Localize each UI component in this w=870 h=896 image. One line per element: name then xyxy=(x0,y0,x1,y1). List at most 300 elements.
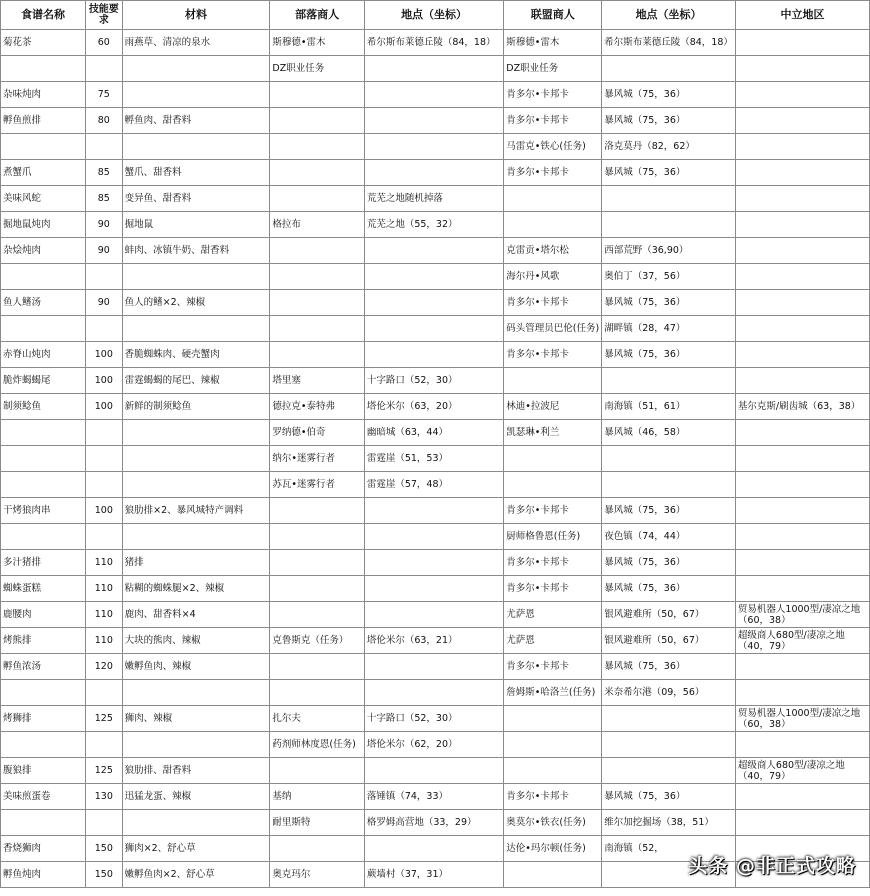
table-row xyxy=(1,602,870,628)
table-row xyxy=(1,550,870,576)
cell-materials xyxy=(122,446,270,472)
cell-alliance-location: 奥伯丁（37，56） xyxy=(602,264,736,290)
cell-skill: 85 xyxy=(85,186,122,212)
cell-horde-vendor: 苏瓦•迷雾行者 xyxy=(270,472,364,498)
cell-alliance-vendor: 斯穆德•雷木 xyxy=(504,30,602,56)
cell-neutral-area xyxy=(735,316,869,342)
cell-recipe-name xyxy=(1,810,86,836)
cell-skill: 60 xyxy=(85,30,122,56)
cell-materials: 掘地鼠 xyxy=(122,212,270,238)
table-row xyxy=(1,160,870,186)
cell-alliance-vendor: 肯多尔•卡邦卡 xyxy=(504,108,602,134)
cell-horde-location xyxy=(364,602,503,628)
cell-recipe-name xyxy=(1,680,86,706)
cell-horde-vendor xyxy=(270,654,364,680)
cell-alliance-location: 洛克莫丹（82，62） xyxy=(602,134,736,160)
cell-recipe-name: 掘地鼠炖肉 xyxy=(1,212,86,238)
cell-horde-vendor: DZ职业任务 xyxy=(270,56,364,82)
cell-materials: 迅猛龙蛋、辣椒 xyxy=(122,784,270,810)
cell-alliance-vendor: 肯多尔•卡邦卡 xyxy=(504,82,602,108)
cell-alliance-location xyxy=(602,706,736,732)
cell-horde-location xyxy=(364,576,503,602)
cell-skill: 90 xyxy=(85,238,122,264)
cell-alliance-vendor: 克雷贡•塔尔松 xyxy=(504,238,602,264)
cell-materials xyxy=(122,472,270,498)
cell-alliance-location: 湖畔镇（28，47） xyxy=(602,316,736,342)
cell-horde-vendor xyxy=(270,680,364,706)
cell-alliance-vendor: 海尔丹•风歌 xyxy=(504,264,602,290)
cell-neutral-area xyxy=(735,56,869,82)
cell-alliance-location: 暴风城（46，58） xyxy=(602,420,736,446)
cell-skill xyxy=(85,446,122,472)
cell-neutral-area: 基尔克斯/刷齿城（63，38） xyxy=(735,394,869,420)
cell-neutral-area xyxy=(735,420,869,446)
cell-skill: 100 xyxy=(85,342,122,368)
cell-alliance-vendor xyxy=(504,732,602,758)
cell-alliance-location: 南海镇（51，61） xyxy=(602,394,736,420)
cell-alliance-vendor: 肯多尔•卡邦卡 xyxy=(504,160,602,186)
table-row xyxy=(1,56,870,82)
cell-recipe-name xyxy=(1,420,86,446)
cell-materials xyxy=(122,810,270,836)
table-row xyxy=(1,342,870,368)
cell-neutral-area xyxy=(735,680,869,706)
cell-alliance-location: 暴风城（75，36） xyxy=(602,160,736,186)
table-row xyxy=(1,368,870,394)
cell-recipe-name xyxy=(1,134,86,160)
cell-horde-location xyxy=(364,654,503,680)
cell-materials: 狼肋排×2、暴风城特产调料 xyxy=(122,498,270,524)
cell-skill: 100 xyxy=(85,394,122,420)
cell-alliance-vendor: DZ职业任务 xyxy=(504,56,602,82)
cell-horde-vendor: 扎尔夫 xyxy=(270,706,364,732)
cell-alliance-vendor: 肯多尔•卡邦卡 xyxy=(504,576,602,602)
cell-materials xyxy=(122,732,270,758)
cell-recipe-name xyxy=(1,56,86,82)
cell-skill: 150 xyxy=(85,862,122,888)
cell-horde-location: 格罗姆高营地（33，29） xyxy=(364,810,503,836)
cell-horde-location: 荒芜之地（55，32） xyxy=(364,212,503,238)
cell-materials xyxy=(122,82,270,108)
cell-alliance-location: 暴风城（75，36） xyxy=(602,108,736,134)
cell-horde-location: 雷霆崖（51，53） xyxy=(364,446,503,472)
cell-neutral-area xyxy=(735,368,869,394)
cell-recipe-name: 烤熊排 xyxy=(1,628,86,654)
cell-alliance-location: 维尔加挖掘场（38，51） xyxy=(602,810,736,836)
table-row xyxy=(1,472,870,498)
cell-horde-vendor xyxy=(270,290,364,316)
cell-alliance-location: 暴风城（75，36） xyxy=(602,82,736,108)
cell-materials: 大块的熊肉、辣椒 xyxy=(122,628,270,654)
cell-alliance-vendor: 詹姆斯•哈洛兰(任务) xyxy=(504,680,602,706)
cell-horde-vendor xyxy=(270,316,364,342)
cell-skill xyxy=(85,264,122,290)
header-recipe-name: 食谱名称 xyxy=(1,1,86,30)
table-row xyxy=(1,628,870,654)
cell-neutral-area xyxy=(735,238,869,264)
cell-alliance-location xyxy=(602,472,736,498)
cell-horde-vendor xyxy=(270,342,364,368)
cell-materials: 雷霆蝎蝎的尾巴、辣椒 xyxy=(122,368,270,394)
cell-recipe-name: 腹狼排 xyxy=(1,758,86,784)
cell-horde-location: 幽暗城（63，44） xyxy=(364,420,503,446)
cell-neutral-area xyxy=(735,342,869,368)
cell-alliance-vendor: 达伦•玛尔顿(任务) xyxy=(504,836,602,862)
cell-skill: 125 xyxy=(85,758,122,784)
cell-skill xyxy=(85,134,122,160)
cell-skill: 85 xyxy=(85,160,122,186)
cell-recipe-name: 孵鱼煎排 xyxy=(1,108,86,134)
cell-materials: 嫩孵鱼肉、辣椒 xyxy=(122,654,270,680)
cell-alliance-location: 暴风城（75，36） xyxy=(602,290,736,316)
cell-neutral-area xyxy=(735,446,869,472)
table-row xyxy=(1,30,870,56)
cell-materials: 狼肋排、甜香料 xyxy=(122,758,270,784)
cell-neutral-area xyxy=(735,186,869,212)
cell-alliance-location: 暴风城（75，36） xyxy=(602,654,736,680)
cell-neutral-area xyxy=(735,810,869,836)
cell-materials: 猪排 xyxy=(122,550,270,576)
cell-alliance-location: 西部荒野（36,90） xyxy=(602,238,736,264)
table-row xyxy=(1,316,870,342)
cell-materials: 孵鱼肉、甜香料 xyxy=(122,108,270,134)
cell-horde-vendor xyxy=(270,134,364,160)
cell-neutral-area xyxy=(735,472,869,498)
cell-alliance-vendor xyxy=(504,368,602,394)
cell-alliance-vendor: 码头管理员巴伦(任务) xyxy=(504,316,602,342)
cell-alliance-location: 银风避难所（50，67） xyxy=(602,628,736,654)
cell-alliance-location: 暴风城（75，36） xyxy=(602,550,736,576)
cell-materials xyxy=(122,264,270,290)
table-row xyxy=(1,758,870,784)
cell-materials xyxy=(122,680,270,706)
cell-skill xyxy=(85,316,122,342)
cell-alliance-vendor xyxy=(504,862,602,888)
cell-alliance-vendor: 奥莫尔•铁衣(任务) xyxy=(504,810,602,836)
cell-horde-location: 塔伦米尔（63，21） xyxy=(364,628,503,654)
cell-horde-location xyxy=(364,160,503,186)
cell-skill xyxy=(85,420,122,446)
cell-skill: 80 xyxy=(85,108,122,134)
cell-horde-vendor: 德拉克•泰特弗 xyxy=(270,394,364,420)
cell-alliance-location xyxy=(602,758,736,784)
cell-horde-location: 荒芜之地随机掉落 xyxy=(364,186,503,212)
cell-horde-location xyxy=(364,134,503,160)
cell-recipe-name: 干烤狼肉串 xyxy=(1,498,86,524)
cell-recipe-name: 美味风蛇 xyxy=(1,186,86,212)
cell-alliance-location xyxy=(602,186,736,212)
cell-materials: 嫩孵鱼肉×2、舒心草 xyxy=(122,862,270,888)
cell-neutral-area: 超级商人680型/凄凉之地（40，79） xyxy=(735,628,869,654)
cell-neutral-area xyxy=(735,550,869,576)
cell-skill: 90 xyxy=(85,212,122,238)
cell-neutral-area xyxy=(735,264,869,290)
table-row xyxy=(1,784,870,810)
cell-horde-vendor xyxy=(270,498,364,524)
cell-materials: 蟹爪、甜香料 xyxy=(122,160,270,186)
cell-recipe-name xyxy=(1,264,86,290)
cell-recipe-name: 美味煎蛋卷 xyxy=(1,784,86,810)
cell-horde-vendor xyxy=(270,186,364,212)
cell-horde-vendor: 耐里斯特 xyxy=(270,810,364,836)
cell-horde-vendor: 纳尔•迷雾行者 xyxy=(270,446,364,472)
cell-skill: 100 xyxy=(85,498,122,524)
cell-neutral-area xyxy=(735,524,869,550)
cell-horde-location xyxy=(364,836,503,862)
watermark: 头条 @非正式攻略 xyxy=(688,855,856,877)
cell-horde-vendor xyxy=(270,82,364,108)
cell-alliance-vendor: 马雷克•铁心(任务) xyxy=(504,134,602,160)
table-row xyxy=(1,394,870,420)
cell-neutral-area: 超级商人680型/凄凉之地（40，79） xyxy=(735,758,869,784)
table-row xyxy=(1,238,870,264)
cell-horde-location xyxy=(364,498,503,524)
cell-materials: 香脆蜘蛛肉、硬壳蟹肉 xyxy=(122,342,270,368)
cell-recipe-name: 赤脊山炖肉 xyxy=(1,342,86,368)
cell-recipe-name xyxy=(1,446,86,472)
table-row xyxy=(1,706,870,732)
cell-horde-location: 希尔斯布莱德丘陵（84，18） xyxy=(364,30,503,56)
cell-skill: 150 xyxy=(85,836,122,862)
cell-horde-vendor: 斯穆德•雷木 xyxy=(270,30,364,56)
cell-alliance-location: 银风避难所（50，67） xyxy=(602,602,736,628)
cell-horde-vendor: 罗纳德•伯奇 xyxy=(270,420,364,446)
cell-alliance-vendor xyxy=(504,472,602,498)
cell-skill xyxy=(85,680,122,706)
cell-horde-location xyxy=(364,264,503,290)
cell-alliance-vendor: 林迪•拉波尼 xyxy=(504,394,602,420)
cell-recipe-name: 孵鱼浓汤 xyxy=(1,654,86,680)
cell-neutral-area xyxy=(735,160,869,186)
cell-skill xyxy=(85,810,122,836)
cell-recipe-name xyxy=(1,316,86,342)
cell-horde-location xyxy=(364,316,503,342)
cell-skill xyxy=(85,732,122,758)
cell-horde-vendor xyxy=(270,264,364,290)
header-neutral-area: 中立地区 xyxy=(735,1,869,30)
table-row xyxy=(1,680,870,706)
cell-skill xyxy=(85,56,122,82)
header-horde-location: 地点（坐标） xyxy=(364,1,503,30)
header-row xyxy=(1,1,870,30)
cell-alliance-vendor xyxy=(504,758,602,784)
cell-alliance-location: 米奈希尔港（09，56） xyxy=(602,680,736,706)
cell-alliance-vendor: 肯多尔•卡邦卡 xyxy=(504,654,602,680)
cell-recipe-name: 煮蟹爪 xyxy=(1,160,86,186)
cell-recipe-name: 烤狮排 xyxy=(1,706,86,732)
table-row xyxy=(1,264,870,290)
cell-neutral-area xyxy=(735,134,869,160)
cell-horde-location: 雷霆崖（57，48） xyxy=(364,472,503,498)
cell-horde-location xyxy=(364,82,503,108)
cell-neutral-area xyxy=(735,30,869,56)
cell-recipe-name xyxy=(1,524,86,550)
cell-skill: 110 xyxy=(85,576,122,602)
table-row xyxy=(1,186,870,212)
cell-materials xyxy=(122,316,270,342)
cell-recipe-name: 脆炸蝎蝎尾 xyxy=(1,368,86,394)
cell-horde-vendor xyxy=(270,576,364,602)
header-alliance-vendor: 联盟商人 xyxy=(504,1,602,30)
table-row xyxy=(1,576,870,602)
cell-horde-vendor xyxy=(270,108,364,134)
cell-horde-location: 落锤镇（74，33） xyxy=(364,784,503,810)
table-row xyxy=(1,810,870,836)
cell-skill: 75 xyxy=(85,82,122,108)
table-row xyxy=(1,108,870,134)
cell-alliance-location xyxy=(602,732,736,758)
cell-horde-location: 十字路口（52，30） xyxy=(364,368,503,394)
cell-horde-location: 十字路口（52，30） xyxy=(364,706,503,732)
cell-horde-location: 蕨墙村（37，31） xyxy=(364,862,503,888)
table-row xyxy=(1,446,870,472)
cell-alliance-vendor: 凯瑟琳•利兰 xyxy=(504,420,602,446)
header-horde-vendor: 部落商人 xyxy=(270,1,364,30)
cell-skill: 120 xyxy=(85,654,122,680)
cell-alliance-location xyxy=(602,212,736,238)
cell-materials xyxy=(122,134,270,160)
cell-recipe-name: 孵鱼炖肉 xyxy=(1,862,86,888)
table-row xyxy=(1,420,870,446)
cell-horde-vendor xyxy=(270,836,364,862)
cell-horde-vendor xyxy=(270,758,364,784)
cell-neutral-area xyxy=(735,654,869,680)
cell-recipe-name xyxy=(1,732,86,758)
cell-horde-location xyxy=(364,108,503,134)
cell-neutral-area xyxy=(735,108,869,134)
table-row xyxy=(1,82,870,108)
cell-skill: 130 xyxy=(85,784,122,810)
cell-alliance-location xyxy=(602,368,736,394)
cell-alliance-vendor: 尤萨恩 xyxy=(504,602,602,628)
cell-neutral-area xyxy=(735,784,869,810)
cell-horde-location xyxy=(364,56,503,82)
cell-horde-vendor: 塔里塞 xyxy=(270,368,364,394)
cell-alliance-location: 南海镇（52， xyxy=(602,836,736,862)
cell-horde-vendor: 奥克玛尔 xyxy=(270,862,364,888)
cell-alliance-vendor: 尤萨恩 xyxy=(504,628,602,654)
cell-recipe-name: 菊花茶 xyxy=(1,30,86,56)
cell-neutral-area xyxy=(735,576,869,602)
cell-skill: 110 xyxy=(85,602,122,628)
cell-horde-vendor xyxy=(270,238,364,264)
cell-neutral-area xyxy=(735,212,869,238)
cell-recipe-name: 杂味炖肉 xyxy=(1,82,86,108)
header-skill-requirement: 技能要求 xyxy=(85,1,122,30)
cell-horde-location: 塔伦米尔（62，20） xyxy=(364,732,503,758)
cell-alliance-vendor: 肯多尔•卡邦卡 xyxy=(504,784,602,810)
cell-materials: 鹿肉、甜香料×4 xyxy=(122,602,270,628)
cell-horde-location xyxy=(364,550,503,576)
cell-horde-location xyxy=(364,238,503,264)
cell-recipe-name: 鹿腰肉 xyxy=(1,602,86,628)
cell-alliance-location: 暴风城（75，36） xyxy=(602,784,736,810)
cell-recipe-name: 香烧狮肉 xyxy=(1,836,86,862)
cell-alliance-vendor xyxy=(504,186,602,212)
cell-alliance-vendor: 厨师格鲁恩(任务) xyxy=(504,524,602,550)
cell-neutral-area xyxy=(735,290,869,316)
cell-recipe-name: 多汁猪排 xyxy=(1,550,86,576)
cell-recipe-name: 杂烩炖肉 xyxy=(1,238,86,264)
cell-horde-location xyxy=(364,290,503,316)
cell-horde-vendor: 药剂师林度恩(任务) xyxy=(270,732,364,758)
cell-materials: 狮肉×2、舒心草 xyxy=(122,836,270,862)
cell-materials: 狮肉、辣椒 xyxy=(122,706,270,732)
table-row xyxy=(1,134,870,160)
cell-materials: 鱼人的鳍×2、辣椒 xyxy=(122,290,270,316)
cell-recipe-name: 鱼人鳍汤 xyxy=(1,290,86,316)
cell-recipe-name: 制须鲶鱼 xyxy=(1,394,86,420)
cell-horde-vendor xyxy=(270,524,364,550)
cell-materials xyxy=(122,56,270,82)
cell-skill: 90 xyxy=(85,290,122,316)
cell-recipe-name xyxy=(1,472,86,498)
cell-skill: 110 xyxy=(85,628,122,654)
cell-recipe-name: 蜘蛛蛋糕 xyxy=(1,576,86,602)
header-alliance-location: 地点（坐标） xyxy=(602,1,736,30)
table-row xyxy=(1,212,870,238)
cell-horde-location xyxy=(364,680,503,706)
cell-neutral-area xyxy=(735,498,869,524)
header-materials: 材料 xyxy=(122,1,270,30)
cell-alliance-location: 暴风城（75，36） xyxy=(602,576,736,602)
table-row xyxy=(1,654,870,680)
cell-alliance-location: 暴风城（75，36） xyxy=(602,498,736,524)
table-row xyxy=(1,290,870,316)
cell-alliance-vendor xyxy=(504,212,602,238)
cell-alliance-vendor: 肯多尔•卡邦卡 xyxy=(504,550,602,576)
cell-skill xyxy=(85,472,122,498)
cell-horde-location xyxy=(364,524,503,550)
cell-horde-location xyxy=(364,758,503,784)
cell-horde-vendor: 格拉布 xyxy=(270,212,364,238)
table-row xyxy=(1,732,870,758)
cell-neutral-area: 贸易机器人1000型/凄凉之地（60，38） xyxy=(735,602,869,628)
cell-materials: 变异鱼、甜香料 xyxy=(122,186,270,212)
cell-materials xyxy=(122,524,270,550)
cell-materials: 新鲜的制须鲶鱼 xyxy=(122,394,270,420)
cell-skill: 125 xyxy=(85,706,122,732)
cell-neutral-area xyxy=(735,82,869,108)
cell-neutral-area: 贸易机器人1000型/凄凉之地（60，38） xyxy=(735,706,869,732)
cell-horde-vendor xyxy=(270,550,364,576)
cell-alliance-vendor: 肯多尔•卡邦卡 xyxy=(504,342,602,368)
cell-alliance-location: 希尔斯布莱德丘陵（84，18） xyxy=(602,30,736,56)
cell-horde-location xyxy=(364,342,503,368)
cell-materials: 蚌肉、冰镇牛奶、甜香料 xyxy=(122,238,270,264)
cell-alliance-vendor xyxy=(504,706,602,732)
cell-horde-vendor xyxy=(270,160,364,186)
table-row xyxy=(1,498,870,524)
cell-horde-vendor xyxy=(270,602,364,628)
cell-horde-location: 塔伦米尔（63，20） xyxy=(364,394,503,420)
table-row xyxy=(1,524,870,550)
cell-neutral-area xyxy=(735,732,869,758)
cell-skill xyxy=(85,524,122,550)
cell-materials: 雨燕草、清凉的泉水 xyxy=(122,30,270,56)
cell-alliance-location: 夜色镇（74，44） xyxy=(602,524,736,550)
cell-alliance-location: 暴风城（75，36） xyxy=(602,342,736,368)
cell-alliance-location xyxy=(602,446,736,472)
cell-materials xyxy=(122,420,270,446)
cell-alliance-vendor: 肯多尔•卡邦卡 xyxy=(504,498,602,524)
cell-horde-vendor: 克鲁斯克（任务） xyxy=(270,628,364,654)
cell-skill: 100 xyxy=(85,368,122,394)
cell-horde-vendor: 基纳 xyxy=(270,784,364,810)
cell-materials: 粘糊的蜘蛛腿×2、辣椒 xyxy=(122,576,270,602)
cell-alliance-vendor xyxy=(504,446,602,472)
cell-alliance-location xyxy=(602,56,736,82)
